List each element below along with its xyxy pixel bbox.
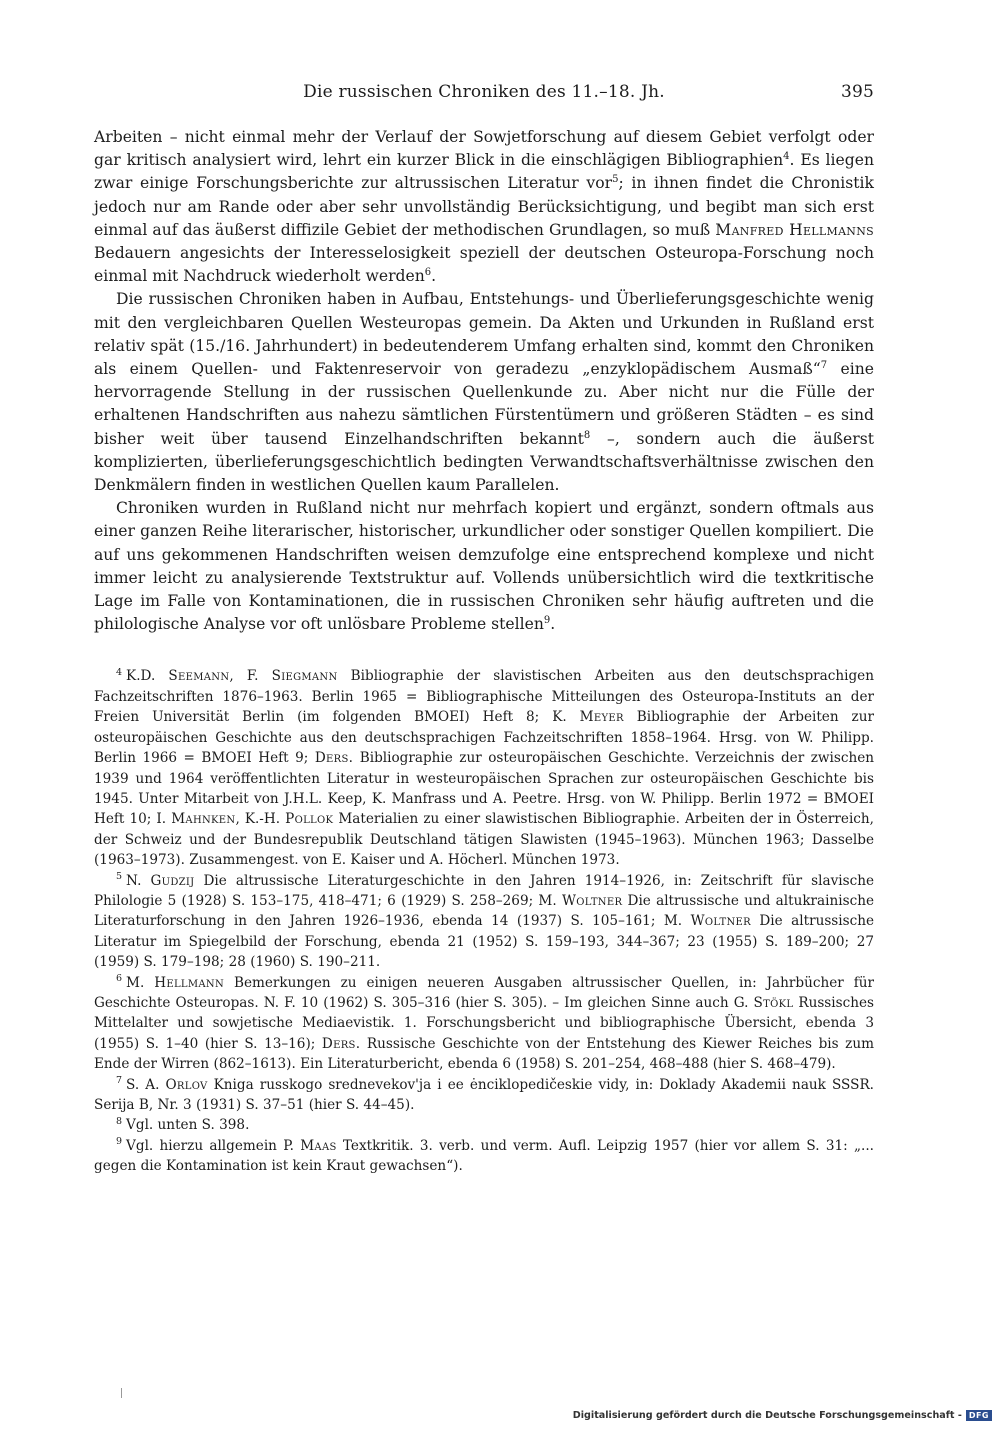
footnotes [94, 666, 874, 1176]
author-name: Mahnken [171, 811, 236, 828]
text-segment: Die altrussische und altukrainische Literaturforschung in den Jahren 1926–1936, ebenda 14 (1937) S. 105–161; M. [94, 892, 874, 930]
author-name: Stökl [753, 994, 794, 1011]
author-name: Siegmann [271, 668, 338, 685]
text-segment: Bibliographie zur osteuropäischen Geschichte. Verzeichnis der zwischen 1939 und 1964 veröffentlichten Literatur in westeuropäischen Sprachen zur osteuropäischen Geschichte bis 1945. Unter Mitarbeit von J.H.L. Keep, K. Manfrass und A. Peetre. Hrsg. von W. Philipp. Berlin 1972 = BMOEI Heft 10; I. [94, 750, 874, 828]
text-segment: Russisches Mittelalter und sowjetische Mediaevistik. 1. Forschungsbericht und bibliographische Übersicht, ebenda 3 (1955) S. 1–40 (hier S. 13–16); [94, 994, 874, 1052]
text-segment: N. [126, 872, 151, 889]
text-segment: Bedauern angesichts der Interesselosigkeit speziell der deutschen Osteuropa-Forschung noch einmal mit Nachdruck wiederholt werden [94, 244, 874, 286]
paragraph-2 [94, 288, 874, 497]
text-segment: Die altrussische Literaturgeschichte in den Jahren 1914–1926, in: Zeitschrift für slavische Philologie 5 (1928) S. 153–175, 418–471; 6 (1929) S. 258–269; M. [94, 872, 874, 909]
footnote-6 [94, 973, 874, 1075]
author-name: Woltner [561, 892, 623, 909]
footnote-ref-4[interactable]: 4 [783, 151, 790, 163]
paragraph-3 [94, 497, 874, 636]
text-segment: Arbeiten – nicht einmal mehr der Verlauf der Sowjetforschung auf diesem Gebiet verfolgt oder gar kritisch analysiert wird, lehrt ein kurzer Blick in die einschlägigen Bibliographien [94, 128, 874, 170]
text-segment: Vgl. hierzu allgemein P. [126, 1137, 301, 1154]
footnote-mark: 7 [116, 1075, 123, 1087]
text-segment: Russische Geschichte von der Entstehung des Kiewer Reiches bis zum Ende der Wirren (862–1613). Ein Literaturbericht, ebenda 6 (1958) S. 201–254, 468–488 (hier S. 468–479). [94, 1035, 874, 1073]
text-segment: Kniga russkogo srednevekov'ja i ee ėnciklopedičeskie vidy, in: Doklady Akademii nauk SSSR. Serija B, Nr. 3 (1931) S. 37–51 (hier S. 44–45). [94, 1076, 874, 1113]
body-text [94, 126, 874, 636]
footnote-mark: 4 [116, 666, 123, 678]
footnote-ref-6[interactable]: 6 [424, 267, 432, 279]
page-number: 395 [840, 82, 874, 102]
author-name: Orlov [165, 1076, 208, 1093]
footnote-ref-8[interactable]: 8 [583, 429, 591, 441]
text-segment: Bibliographie der slavistischen Arbeiten aus den deutschsprachigen Fachzeitschriften 1876–1963. Berlin 1965 = Bibliographische Mitteilungen des Osteuropa-Instituts an der Freien Universität Berlin (im folgenden BMOEI) Heft 8; K. [94, 668, 874, 726]
text-segment: S. A. [126, 1076, 166, 1093]
author-name: Ders. [314, 750, 354, 767]
author-name: Pollok [285, 811, 334, 828]
text-segment: ; in ihnen findet die Chronistik jedoch nur am Rande oder aber sehr unvollständig Berücksichtigung, und begibt man sich erst einmal auf das äußerst diffizile Gebiet der methodischen Grundlagen, so muß [94, 174, 874, 239]
author-name: Ders. [321, 1035, 361, 1052]
digitization-credit [573, 1410, 992, 1421]
footnote-mark: 6 [116, 973, 123, 985]
footnote-mark: 8 [116, 1115, 123, 1127]
text-segment: Chroniken wurden in Rußland nicht nur mehrfach kopiert und ergänzt, sondern oftmals aus einer ganzen Reihe literarischer, historischer, urkundlicher oder sonstiger Quellen kompiliert. Die auf uns gekommenen Handschriften weisen demzufolge eine entsprechend komplexe und nicht immer leicht zu analysierende Textstruktur auf. Vollends unübersichtlich wird die textkritische Lage im Falle von Kontaminationen, die in russischen Chroniken sehr häufig auftreten und die philologische Analyse vor oft unlösbare Probleme stellen [94, 499, 874, 634]
footnote-8 [94, 1115, 874, 1135]
author-name: Gudzij [150, 872, 195, 889]
author-name: Maas [300, 1137, 337, 1154]
author-name: Woltner [690, 913, 751, 930]
text-segment: , F. [229, 668, 272, 685]
text-segment: Vgl. unten S. 398. [126, 1117, 250, 1134]
text-segment: . [431, 267, 437, 286]
text-segment: . Es liegen zwar einige Forschungsberichte zur altrussischen Literatur vor [94, 151, 875, 193]
text-segment: Die altrussische Literatur im Spiegelbild der Forschung, ebenda 21 (1952) S. 159–193, 344–367; 23 (1955) S. 189–200; 27 (1959) S. 179–198; 28 (1960) S. 190–211. [94, 913, 875, 971]
footnote-9 [94, 1136, 874, 1177]
text-segment: K.D. [126, 668, 169, 685]
paragraph-1 [94, 126, 874, 288]
credit-text: Digitalisierung gefördert durch die Deutsche Forschungsgemeinschaft - [572, 1410, 962, 1421]
running-head [94, 82, 874, 112]
author-name: Manfred Hellmanns [715, 220, 874, 239]
text-segment: Materialien zu einer slawistischen Bibliographie. Arbeiten der in Österreich, der Schweiz und der Bundesrepublik Deutschland tätigen Slawisten (1945–1963). München 1963; Dasselbe (1963–1973). Zusammengest. von E. Kaiser und A. Höcherl. München 1973. [94, 811, 874, 869]
footnote-ref-9[interactable]: 9 [543, 615, 551, 627]
text-segment: eine hervorragende Stellung in der russischen Quellenkunde zu. Aber nicht nur die Fülle der erhaltenen Handschriften aus nahezu sämtlichen Fürstentümern und größeren Städten – es sind bisher weit über tausend Einzelhandschriften bekannt [94, 360, 874, 448]
text-segment: Textkritik. 3. verb. und verm. Aufl. Leipzig 1957 (hier vor allem S. 31: „... gegen die Kontamination ist kein Kraut gewachsen“). [94, 1137, 874, 1175]
page [94, 82, 874, 1177]
footnote-ref-7[interactable]: 7 [820, 359, 828, 371]
text-segment: M. [126, 974, 155, 991]
text-segment: Die russischen Chroniken haben in Aufbau, Entstehungs- und Überlieferungsgeschichte wenig mit den vergleichbaren Quellen Westeuropas gemein. Da Akten und Urkunden in Rußland erst relativ spät (15./16. Jahrhundert) in bedeutenderem Umfang erhalten sind, kommt den Chroniken als einem Quellen- und Faktenreservoir von geradezu „enzyklopädischem Ausmaß“ [94, 290, 874, 379]
scan-speck [121, 1388, 122, 1398]
text-segment: . [550, 615, 556, 634]
text-segment: Bemerkungen zu einigen neueren Ausgaben altrussischer Quellen, in: Jahrbücher für Geschichte Osteuropas. N. F. 10 (1962) S. 305–316 (hier S. 305). – Im gleichen Sinne auch G. [94, 974, 875, 1011]
text-segment: , K.-H. [235, 811, 286, 828]
author-name: Meyer [579, 709, 624, 726]
running-title: Die russischen Chroniken des 11.–18. Jh. [303, 82, 665, 102]
text-segment: Bibliographie der Arbeiten zur osteuropäischen Geschichte aus den deutschsprachigen Fachzeitschriften 1858–1964. Hrsg. von W. Philipp. Berlin 1966 = BMOEI Heft 9; [94, 709, 874, 767]
footnote-mark: 5 [116, 871, 123, 882]
footnote-7 [94, 1075, 874, 1116]
text-segment: –, sondern auch die äußerst komplizierten, überlieferungsgeschichtlich bedingten Verwandtschaftsverhältnisse zwischen den Denkmälern finden in westlichen Quellen kaum Parallelen. [94, 429, 874, 495]
footnote-4 [94, 666, 874, 870]
author-name: Hellmann [154, 974, 225, 991]
footnote-mark: 9 [116, 1136, 123, 1148]
dfg-logo-icon: DFG [966, 1410, 992, 1421]
footnote-ref-5[interactable]: 5 [612, 174, 619, 186]
footnote-5 [94, 871, 874, 973]
author-name: Seemann [168, 668, 230, 685]
